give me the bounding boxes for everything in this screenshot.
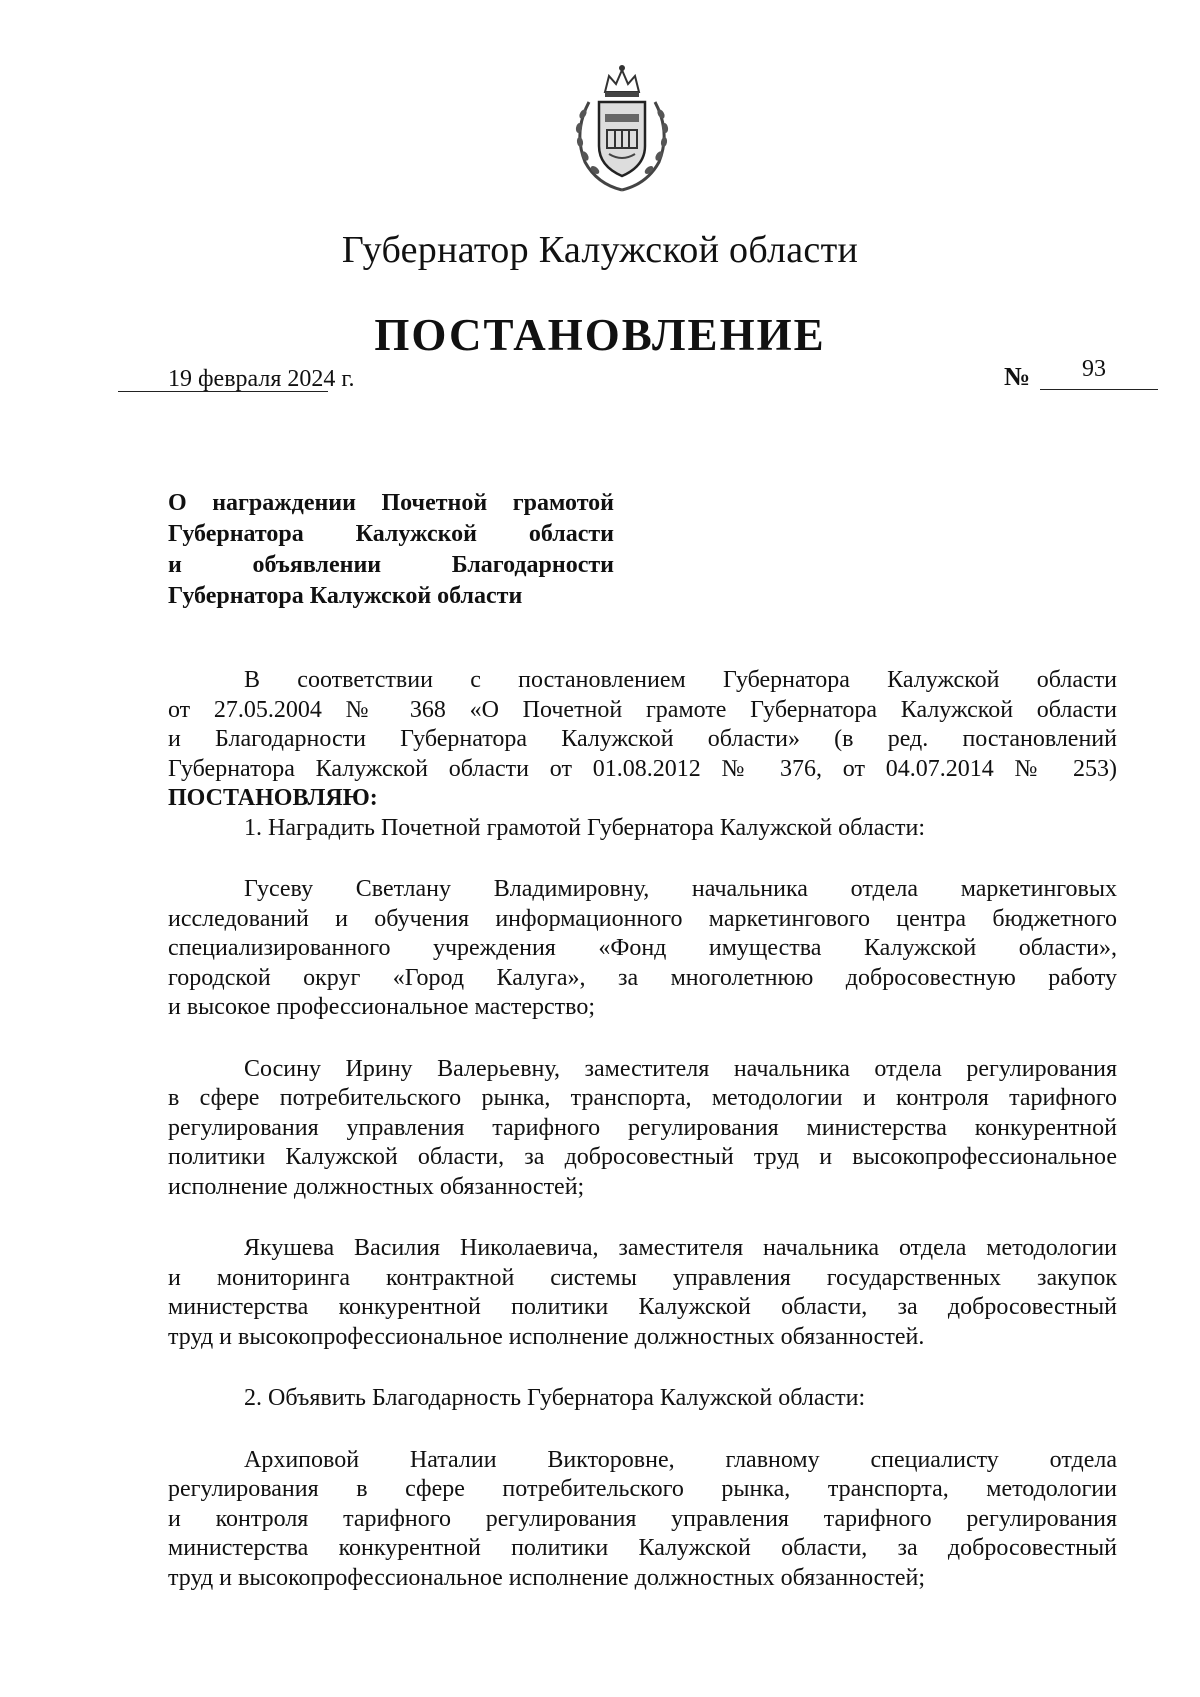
item-2-heading: 2. Объявить Благодарность Губернатора Калужской области: (244, 1385, 866, 1411)
text-line: труд и высокопрофессиональное исполнение должностных обязанностей. (168, 1323, 925, 1350)
text-line: политики Калужской области, за добросовестный труд и высокопрофессиональное (168, 1144, 1117, 1170)
text-line: Якушева Василия Николаевича, заместителя начальника отдела методологии (244, 1235, 1117, 1261)
text-line: исследований и обучения информационного маркетингового центра бюджетного (168, 905, 1117, 932)
issuing-authority: Губернатор Калужской области (341, 229, 859, 271)
text-line: городской округ «Город Калуга», за многолетнюю добросовестную работу (168, 964, 1117, 991)
text-line: В соответствии с постановлением Губернатора Калужской области (244, 667, 1117, 693)
text-line: Сосину Ирину Валерьевну, заместителя начальника отдела регулирования (244, 1055, 1117, 1082)
subject-line: Губернатора Калужской области (168, 521, 614, 547)
document-type-title: ПОСТАНОВЛЕНИЕ (374, 310, 826, 360)
coat-of-arms-icon (567, 62, 677, 194)
subject-line: О награждении Почетной грамотой (168, 490, 614, 516)
document-subject (168, 488, 614, 612)
awardee-paragraph (168, 1234, 1117, 1352)
text-line: специализированного учреждения «Фонд имущества Калужской области», (168, 935, 1117, 961)
number-sign: № (1004, 362, 1031, 391)
text-line: в сфере потребительского рынка, транспорта, методологии и контроля тарифного (168, 1085, 1117, 1111)
date-underline (118, 391, 328, 392)
subject-line: Губернатора Калужской области (168, 583, 523, 609)
text-line: регулирования в сфере потребительского рынка, транспорта, методологии (168, 1476, 1117, 1502)
text-line: министерства конкурентной политики Калужской области, за добросовестный (168, 1294, 1117, 1320)
text-line: и высокое профессиональное мастерство; (168, 994, 595, 1020)
text-line: Гусеву Светлану Владимировну, начальника отдела маркетинговых (244, 876, 1117, 902)
decree-word: ПОСТАНОВЛЯЮ: (168, 785, 378, 811)
text-line: и мониторинга контрактной системы управления государственных закупок (168, 1264, 1117, 1291)
document-number: 93 (1082, 356, 1106, 382)
text-line: Архиповой Наталии Викторовне, главному специалисту отдела (244, 1446, 1117, 1473)
text-line: и контроля тарифного регулирования управления тарифного регулирования (168, 1505, 1117, 1532)
text-line: Губернатора Калужской области от 01.08.2012 № 376, от 04.07.2014 № 253) (168, 755, 1117, 782)
preamble-paragraph (168, 666, 1117, 784)
text-line: труд и высокопрофессиональное исполнение должностных обязанностей; (168, 1564, 925, 1591)
text-line: министерства конкурентной политики Калужской области, за добросовестный (168, 1535, 1117, 1561)
text-line: и Благодарности Губернатора Калужской области» (в ред. постановлений (168, 726, 1117, 752)
document-date: 19 февраля 2024 г. (168, 366, 355, 392)
subject-line: и объявлении Благодарности (168, 552, 614, 578)
document-body (168, 666, 1117, 1593)
text-line: от 27.05.2004 № 368 «О Почетной грамоте Губернатора Калужской области (168, 696, 1117, 723)
awardee-paragraph (168, 875, 1117, 1023)
text-line: исполнение должностных обязанностей; (168, 1173, 585, 1200)
thanked-paragraph (168, 1446, 1117, 1594)
coat-of-arms-emblem (567, 62, 677, 194)
item-1-heading: 1. Наградить Почетной грамотой Губернатора Калужской области: (244, 814, 926, 841)
number-underline (1040, 389, 1158, 390)
awardee-paragraph (168, 1055, 1117, 1203)
text-line: регулирования управления тарифного регулирования министерства конкурентной (168, 1114, 1117, 1141)
